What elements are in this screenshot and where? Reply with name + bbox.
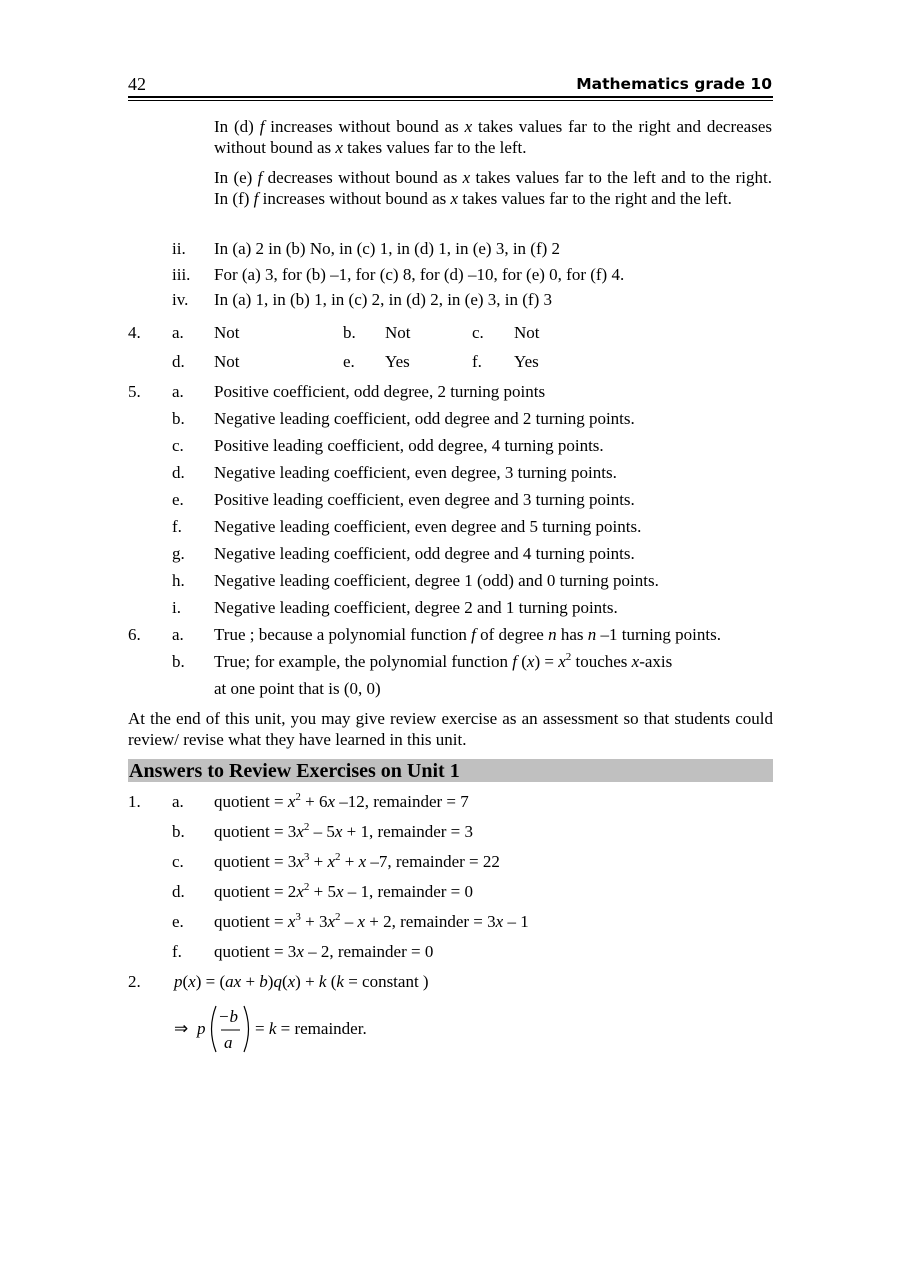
- answer-line: quotient = $x^3 + 3x^2 - x + 2$, remainder = 3x – 1: [214, 911, 529, 931]
- list-item: Negative leading coefficient, degree 1 (odd) and 0 turning points.: [214, 571, 659, 590]
- question-number: 2.: [128, 972, 141, 991]
- section-heading: Answers to Review Exercises on Unit 1: [129, 760, 460, 782]
- list-label: b.: [343, 323, 356, 342]
- answer-line: quotient = $3x^3 + x^2 + x$ –7, remainder = 22: [214, 851, 500, 871]
- list-item: Negative leading coefficient, even degree, 3 turning points.: [214, 463, 617, 482]
- list-item: Positive leading coefficient, even degree and 3 turning points.: [214, 490, 635, 509]
- header-rule-thick: [128, 96, 773, 98]
- list-item: Negative leading coefficient, odd degree and 2 turning points.: [214, 409, 635, 428]
- fraction-denominator: a: [224, 1033, 233, 1052]
- list-item: Not: [214, 323, 240, 342]
- list-label: f.: [172, 942, 182, 961]
- list-label: iv.: [172, 290, 189, 309]
- list-item-continuation: at one point that is (0, 0): [214, 679, 381, 698]
- list-label: i.: [172, 598, 181, 617]
- list-item: In (a) 1, in (b) 1, in (c) 2, in (d) 2, in (e) 3, in (f) 3: [214, 290, 553, 309]
- list-item: Positive coefficient, odd degree, 2 turning points: [214, 382, 546, 401]
- remainder-statement: = k = remainder.: [255, 1019, 367, 1038]
- list-item: In (a) 2 in (b) No, in (c) 1, in (d) 1, in (e) 3, in (f) 2: [214, 239, 561, 258]
- question-number: 5.: [128, 382, 141, 401]
- list-item: Positive leading coefficient, odd degree, 4 turning points.: [214, 436, 604, 455]
- paragraph-part-e-f: In (e) f decreases without bound as x takes values far to the left and to the right. In (f) f increases without bound as x takes values far to the right and the left.: [214, 168, 772, 208]
- list-label: e.: [172, 912, 184, 931]
- list-label: a.: [172, 382, 184, 401]
- list-label: f.: [172, 517, 182, 536]
- function-p: p: [197, 1019, 206, 1038]
- list-label: h.: [172, 571, 185, 590]
- list-item: Not: [385, 323, 411, 342]
- list-label: e.: [343, 352, 355, 371]
- question-number: 4.: [128, 323, 141, 342]
- list-label: a.: [172, 792, 184, 811]
- header-rule-thin: [128, 100, 773, 101]
- question-number: 6.: [128, 625, 141, 644]
- list-label: c.: [172, 852, 184, 871]
- list-label: a.: [172, 625, 184, 644]
- section-heading-band: [128, 759, 773, 782]
- answer-line: quotient = $2x^2 + 5x - 1$, remainder = 0: [214, 881, 473, 901]
- list-label: g.: [172, 544, 185, 563]
- list-label: d.: [172, 463, 185, 482]
- list-label: b.: [172, 409, 185, 428]
- list-item: Yes: [385, 352, 410, 371]
- answer-line: quotient = 3x – 2, remainder = 0: [214, 942, 434, 961]
- list-label: a.: [172, 323, 184, 342]
- implies-symbol: ⇒: [174, 1019, 189, 1038]
- list-item: Negative leading coefficient, degree 2 and 1 turning points.: [214, 598, 618, 617]
- list-item: True; for example, the polynomial function f $(x) = x^2$ touches x-axis: [214, 651, 673, 671]
- closing-paragraph: At the end of this unit, you may give review exercise as an assessment so that students could review/ revise what they have learned in this unit.: [128, 709, 773, 749]
- answer-line: quotient = $3x^2 - 5x + 1$, remainder = 3: [214, 821, 473, 841]
- list-item: Yes: [514, 352, 539, 371]
- list-label: d.: [172, 882, 185, 901]
- list-item: Negative leading coefficient, odd degree and 4 turning points.: [214, 544, 635, 563]
- list-label: b.: [172, 822, 185, 841]
- list-label: ii.: [172, 239, 186, 258]
- list-item: Not: [514, 323, 540, 342]
- list-item: Not: [214, 352, 240, 371]
- equation-remainder-theorem: p(x) = (ax + b)q(x) + k (k = constant ): [174, 972, 429, 991]
- list-label: c.: [472, 323, 484, 342]
- list-item: True ; because a polynomial function f of degree n has n –1 turning points.: [214, 625, 721, 644]
- running-header-title: Mathematics grade 10: [576, 75, 772, 93]
- paragraph-part-d: In (d) f increases without bound as x takes values far to the right and decreases without bound as x takes values far to the left.: [214, 117, 773, 157]
- list-item: For (a) 3, for (b) –1, for (c) 8, for (d) –10, for (e) 0, for (f) 4.: [214, 265, 625, 284]
- page-number: 42: [128, 74, 146, 94]
- list-item: Negative leading coefficient, even degree and 5 turning points.: [214, 517, 642, 536]
- list-label: iii.: [172, 265, 191, 284]
- list-label: d.: [172, 352, 185, 371]
- list-label: b.: [172, 652, 185, 671]
- question-number: 1.: [128, 792, 141, 811]
- list-label: e.: [172, 490, 184, 509]
- list-label: c.: [172, 436, 184, 455]
- answer-line: quotient = $x^2 + 6x$ –12, remainder = 7: [214, 791, 469, 811]
- list-label: f.: [472, 352, 482, 371]
- fraction-numerator: −b: [218, 1007, 238, 1026]
